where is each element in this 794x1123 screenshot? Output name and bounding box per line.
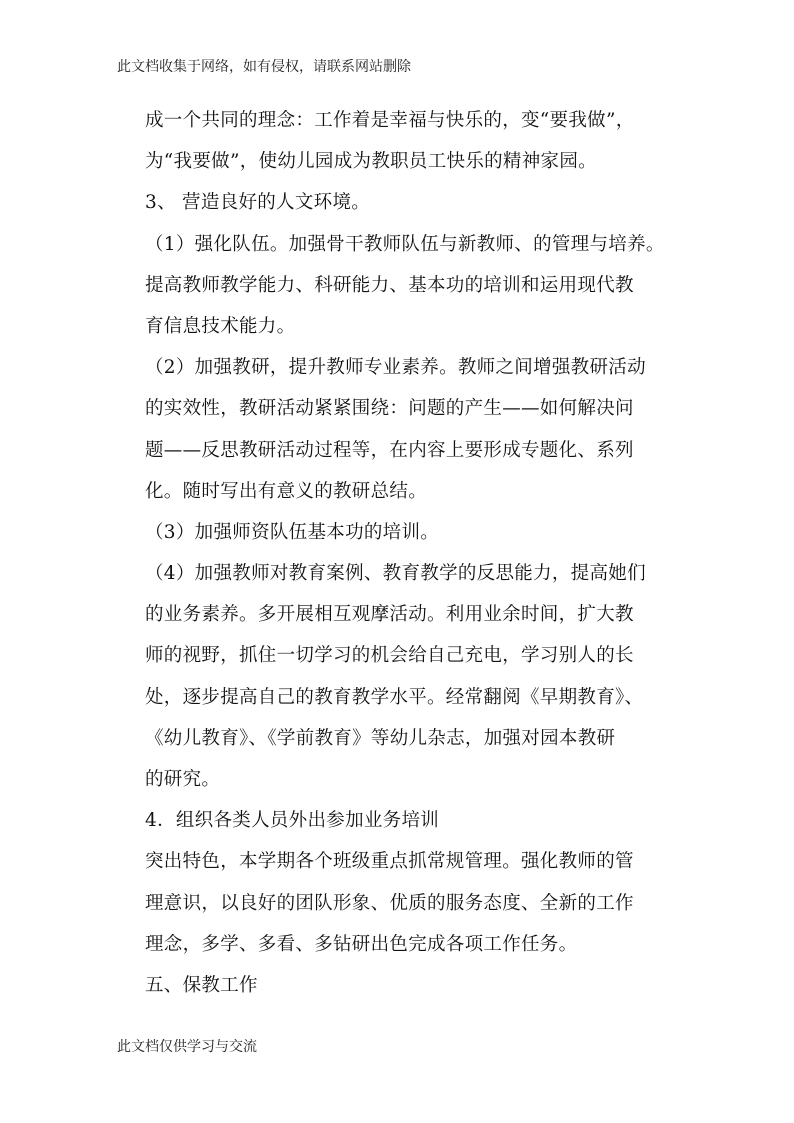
- page-footer-notice: 此文档仅供学习与交流: [117, 1039, 257, 1055]
- text-line: 的研究。: [145, 769, 221, 790]
- section-heading: 4．组织各类人员外出参加业务培训: [145, 810, 440, 832]
- page-header-notice: 此文档收集于网络，如有侵权，请联系网站删除: [117, 59, 411, 75]
- text-line: 处，逐步提高自己的教育教学水平。经常翻阅《早期教育》、: [145, 686, 644, 708]
- text-line: 理意识，以良好的团队形象、优质的服务态度、全新的工作: [145, 892, 634, 914]
- text-line: 成一个共同的理念：工作着是幸福与快乐的，变“要我做”，: [145, 110, 635, 131]
- text-line: 《幼儿教育》、《学前教育》等幼儿杂志，加强对园本教研: [145, 727, 616, 749]
- text-line: 突出特色，本学期各个班级重点抓常规管理。强化教师的管: [145, 851, 634, 873]
- section-heading: 五、保教工作: [145, 974, 258, 996]
- section-heading: 3、 营造良好的人文环境。: [145, 192, 371, 214]
- text-line: 为“我要做”，使幼儿园成为教职员工快乐的精神家园。: [145, 151, 597, 173]
- text-line: 的业务素养。多开展相互观摩活动。利用业余时间，扩大教: [145, 604, 634, 626]
- document-body: [145, 100, 685, 1006]
- text-line: 提高教师教学能力、科研能力、基本功的培训和运用现代教: [145, 274, 634, 296]
- text-line: （4）加强教师对教育案例、教育教学的反思能力，提高她们: [145, 563, 646, 585]
- text-line: 的实效性，教研活动紧紧围绕：问题的产生——如何解决问: [145, 398, 634, 420]
- text-line: 理念，多学、多看、多钻研出色完成各项工作任务。: [145, 933, 578, 955]
- text-line: （2）加强教研，提升教师专业素养。教师之间增强教研活动: [145, 357, 646, 379]
- text-line: 师的视野，抓住一切学习的机会给自己充电，学习别人的长: [145, 645, 634, 667]
- text-line: 化。随时写出有意义的教研总结。: [145, 480, 428, 502]
- text-line: （1）强化队伍。加强骨干教师队伍与新教师、的管理与培养。: [145, 233, 665, 255]
- text-line: 题——反思教研活动过程等，在内容上要形成专题化、系列: [145, 439, 634, 461]
- text-line: 育信息技术能力。: [145, 315, 296, 337]
- text-line: （3）加强师资队伍基本功的培训。: [145, 521, 440, 543]
